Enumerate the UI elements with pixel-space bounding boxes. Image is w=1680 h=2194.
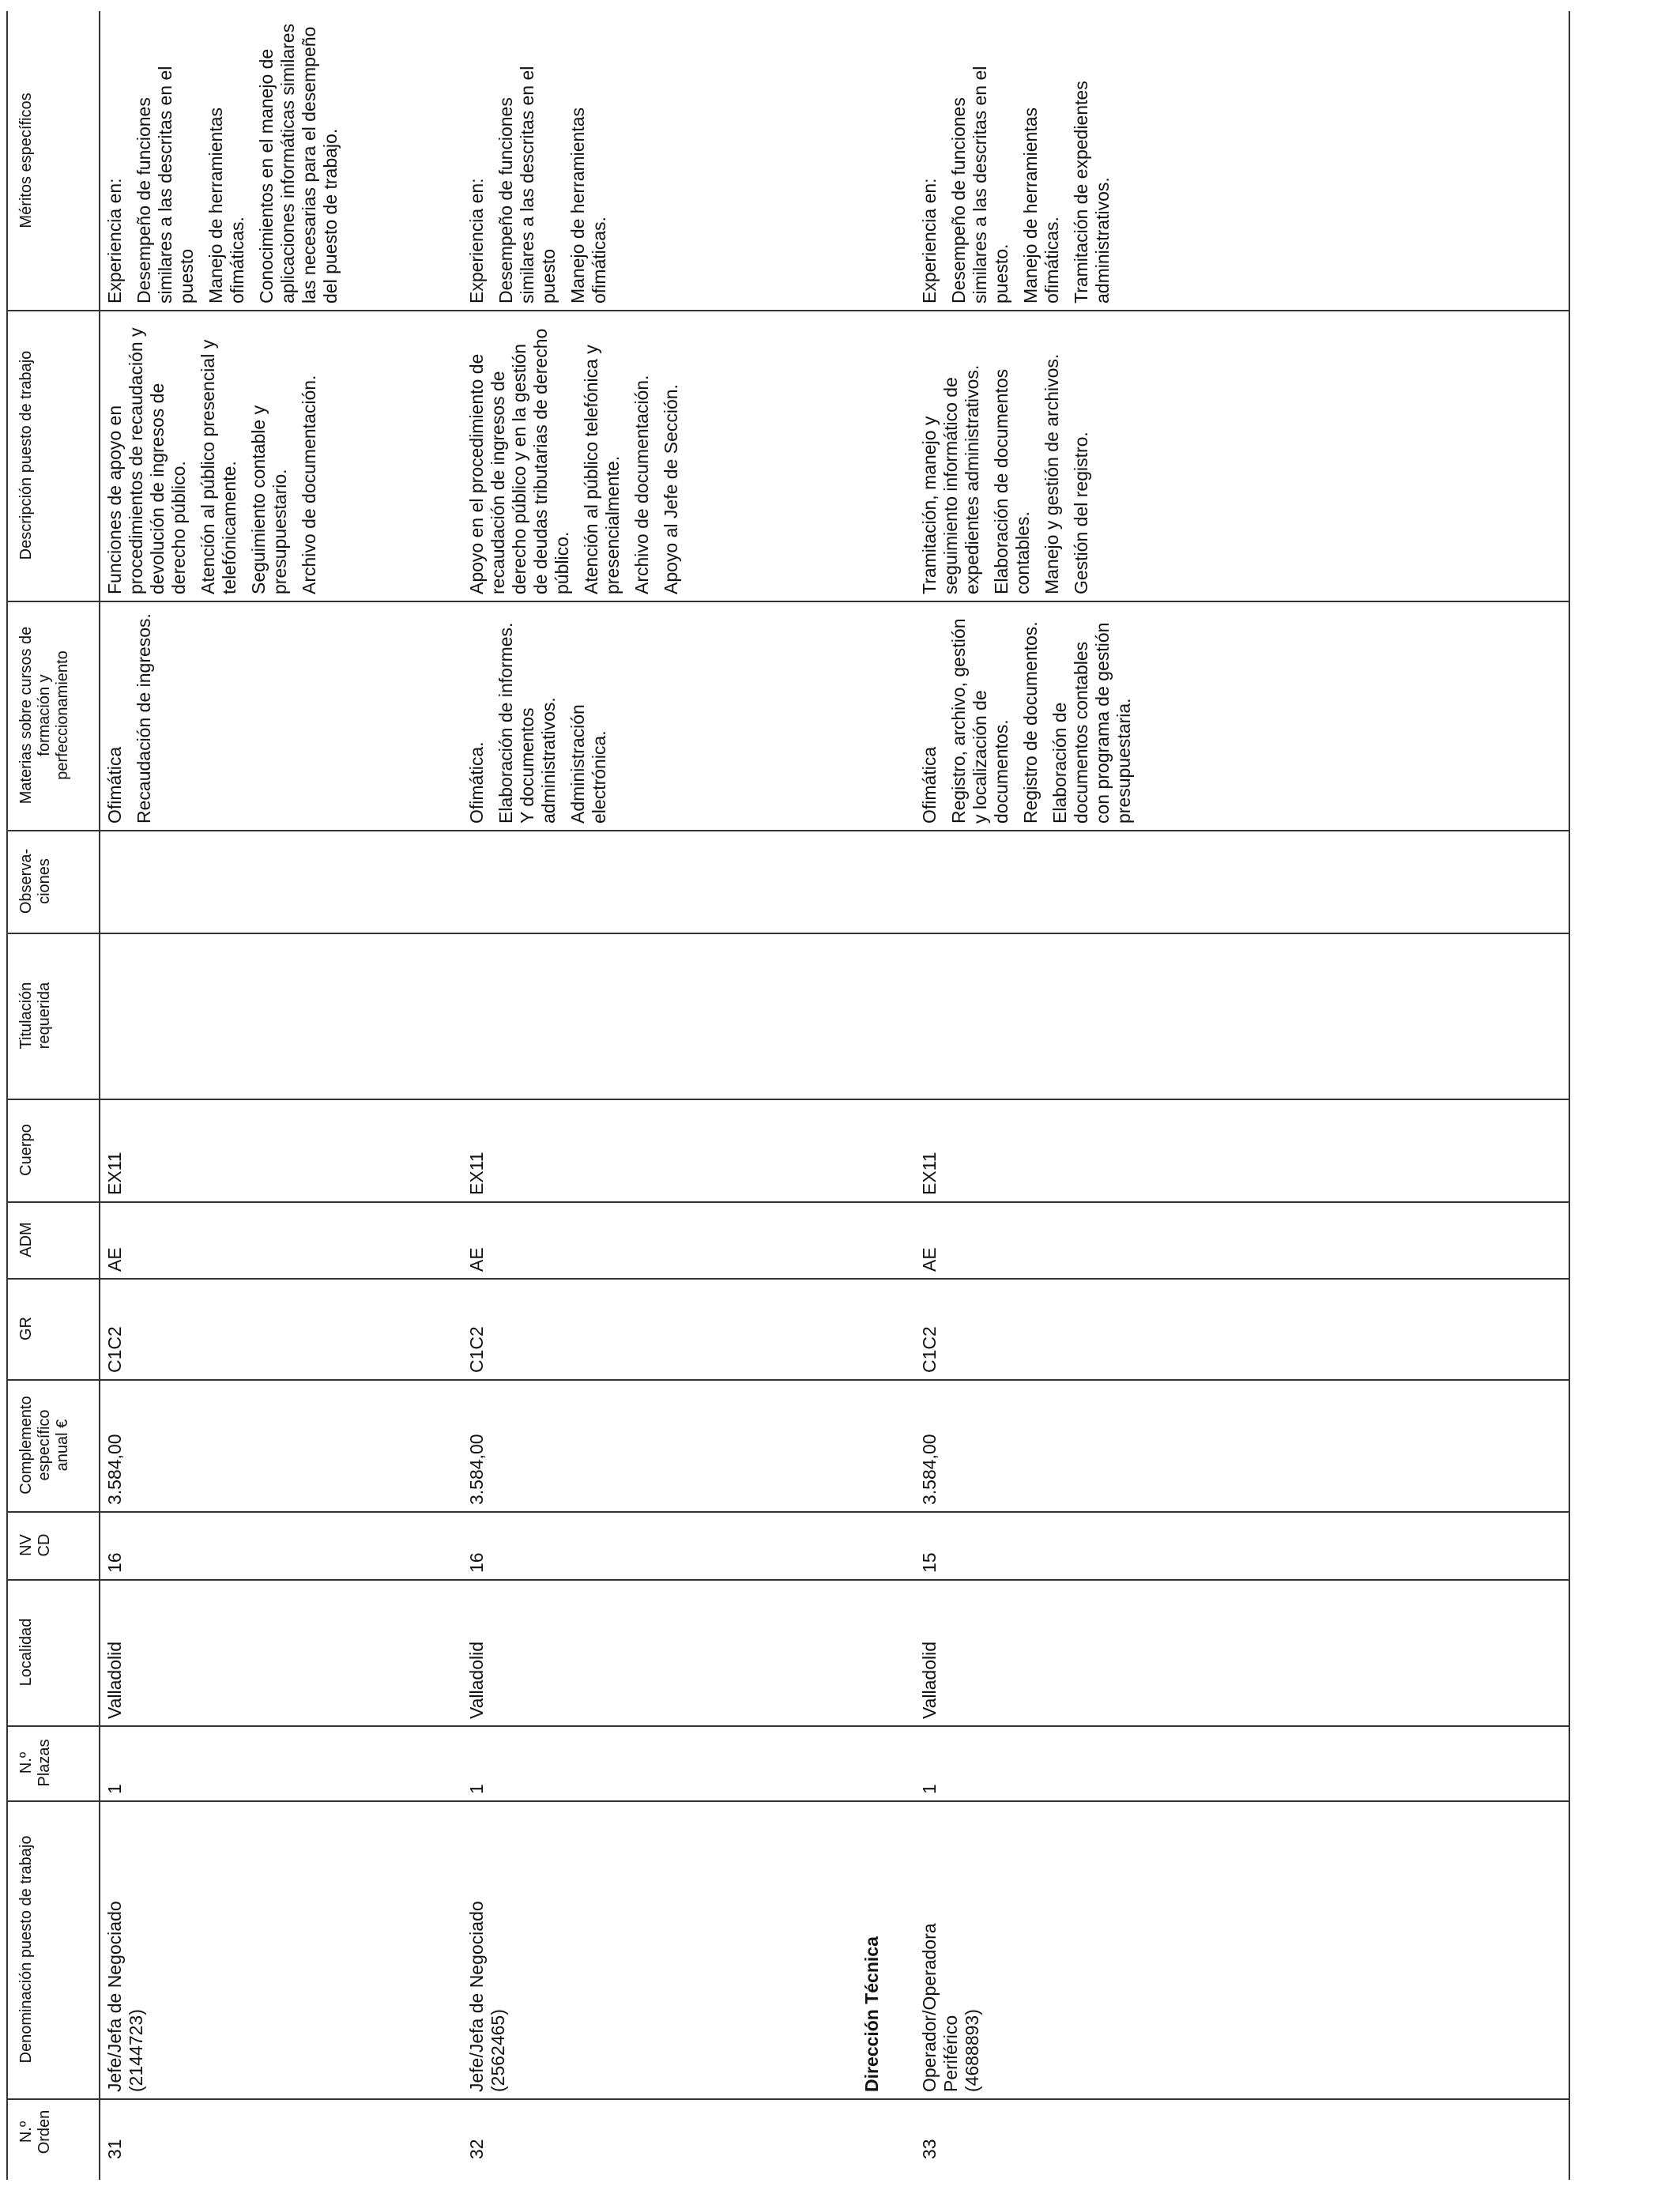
cell-plazas-row-33: 1 [919, 1784, 940, 1794]
cell-materias-item: Ofimática [919, 746, 940, 824]
cell-complemento-row-31: 3.584,00 [104, 1434, 125, 1505]
column-header-descripcion [17, 314, 36, 597]
cell-orden-row-33: 33 [919, 2139, 940, 2159]
column-separator-descripcion [6, 601, 1569, 602]
cell-materias-item: Ofimática. [466, 741, 487, 824]
cell-meritos-item: Experiencia en: [104, 178, 125, 303]
column-header-orden-line: Orden [36, 2109, 53, 2154]
cell-denominacion-item: (4688893) [962, 2009, 982, 2092]
column-header-gr [17, 1282, 36, 1375]
cell-meritos-row-31 [104, 22, 349, 303]
column-header-nvcd-line: NV [17, 1534, 35, 1556]
cell-materias-item: Ofimática [104, 746, 125, 824]
cell-plazas-row-32: 1 [466, 1784, 487, 1794]
cell-localidad-row-33: Valladolid [919, 1641, 940, 1719]
column-separator-localidad [6, 1725, 1569, 1727]
cell-descripcion-item: Apoyo al Jefe de Sección. [661, 384, 681, 594]
column-header-nvcd-line: CD [36, 1533, 53, 1557]
cell-meritos-item: Manejo de herramientas ofimáticas. [205, 107, 247, 303]
column-header-materias-line: formación y [36, 674, 53, 756]
column-separator-adm [6, 1278, 1569, 1280]
cell-meritos-row-33 [919, 22, 1121, 303]
column-separator-gr [6, 1379, 1569, 1381]
column-header-gr-line: GR [17, 1317, 35, 1340]
column-separator-observaciones [6, 933, 1569, 934]
column-header-adm-line: ADM [17, 1222, 35, 1257]
column-header-materias-line: perfeccionamiento [54, 650, 71, 780]
column-header-cuerpo-line: Cuerpo [17, 1124, 35, 1176]
column-header-observaciones-line: Observa- [17, 848, 35, 914]
table-right-border [1569, 11, 1570, 2180]
column-header-complemento-line: anual € [54, 1419, 71, 1472]
cell-localidad-row-32: Valladolid [466, 1641, 487, 1719]
cell-meritos-item: Experiencia en: [466, 178, 487, 303]
cell-cuerpo-row-31: EX11 [104, 1152, 125, 1195]
cell-meritos-item: Manejo de herramientas ofimáticas. [1020, 107, 1062, 303]
column-header-localidad [17, 1583, 36, 1721]
column-header-observaciones [17, 834, 54, 929]
column-header-localidad-line: Localidad [17, 1618, 35, 1687]
cell-nvcd-row-33: 15 [919, 1552, 940, 1573]
section-label: Dirección Técnica [861, 1936, 882, 2092]
cell-denominacion-item: (2562465) [488, 2009, 508, 2092]
cell-materias-item: Elaboración de informes. Y documentos administrativos. [495, 622, 559, 824]
cell-meritos-item: Desempeño de funciones similares a las descritas en el puesto. [948, 66, 1011, 303]
cell-descripcion-row-31 [104, 321, 328, 594]
cell-nvcd-row-32: 16 [466, 1552, 487, 1573]
header-divider-line [99, 11, 100, 2180]
cell-materias-item: Elaboración de documentos contables con programa de gestión presupuestaria. [1049, 622, 1134, 824]
column-header-materias [17, 605, 72, 826]
cell-descripcion-item: Seguimiento contable y presupuestario. [248, 405, 290, 594]
column-separator-plazas [6, 1800, 1569, 1802]
cell-descripcion-row-33 [919, 321, 1100, 594]
cell-denominacion-item: Operador/Operadora [919, 1923, 940, 2092]
cell-complemento-row-33: 3.584,00 [919, 1434, 940, 1505]
cell-adm-row-32: AE [466, 1247, 487, 1272]
column-separator-complemento [6, 1511, 1569, 1513]
cell-descripcion-item: Tramitación, manejo y seguimiento informático de expedientes administrativos. [919, 364, 982, 594]
cell-denominacion-item: Jefe/Jefa de Negociado [104, 1901, 125, 2092]
column-header-nvcd [17, 1515, 54, 1575]
column-header-materias-line: Materias sobre cursos de [17, 626, 35, 805]
column-separator-denominacion [6, 2098, 1569, 2100]
cell-descripcion-row-32 [466, 321, 690, 594]
cell-denominacion-row-31 [104, 1811, 147, 2092]
cell-meritos-item: Conocimientos en el manejo de aplicaciones informáticas similares las necesarias para el desempeño del puesto de trabajo. [256, 23, 341, 303]
cell-gr-row-32: C1C2 [466, 1326, 487, 1373]
column-header-observaciones-line: ciones [36, 858, 53, 904]
cell-materias-item: Administración electrónica. [567, 704, 609, 824]
cell-cuerpo-row-32: EX11 [466, 1152, 487, 1195]
cell-materias-item: Recaudación de ingresos. [134, 613, 154, 824]
cell-gr-row-33: C1C2 [919, 1326, 940, 1373]
cell-materias-item: Registro, archivo, gestión y localización de documentos. [948, 618, 1011, 824]
cell-orden-row-31: 31 [104, 2139, 125, 2159]
cell-denominacion-row-33 [919, 1811, 983, 2092]
cell-localidad-row-31: Valladolid [104, 1641, 125, 1719]
cell-meritos-item: Experiencia en: [919, 178, 940, 303]
column-header-complemento-line: específico [36, 1409, 53, 1481]
column-header-orden-line: N.º [17, 2120, 35, 2143]
column-header-complemento [17, 1383, 72, 1507]
cell-descripcion-item: Archivo de documentación. [299, 375, 319, 594]
column-header-denominacion-line: Denominación puesto de trabajo [17, 1835, 35, 2064]
column-header-plazas [17, 1729, 54, 1796]
cell-materias-row-33 [919, 612, 1143, 824]
cell-denominacion-row-32 [466, 1811, 509, 2092]
cell-adm-row-31: AE [104, 1247, 125, 1272]
column-separator-titulacion [6, 1099, 1569, 1100]
column-header-meritos [17, 15, 36, 306]
column-header-plazas-line: N.º [17, 1751, 35, 1774]
cell-plazas-row-31: 1 [104, 1784, 125, 1794]
cell-adm-row-33: AE [919, 1247, 940, 1272]
column-header-adm [17, 1205, 36, 1274]
cell-descripcion-item: Apoyo en el procedimiento de recaudación de ingresos de derecho público y en la gestión de deudas tributarias de derecho público. [466, 328, 572, 594]
column-separator-meritos [6, 310, 1569, 311]
cell-cuerpo-row-33: EX11 [919, 1152, 940, 1195]
column-header-titulacion-line: Titulación [17, 982, 35, 1050]
column-header-complemento-line: Complemento [17, 1396, 35, 1495]
cell-complemento-row-32: 3.584,00 [466, 1434, 487, 1505]
column-header-titulacion [17, 937, 54, 1095]
cell-descripcion-item: Funciones de apoyo en procedimientos de recaudación y devolución de ingresos de derecho público. [104, 327, 189, 594]
cell-descripcion-item: Gestión del registro. [1071, 432, 1091, 594]
cell-meritos-item: Manejo de herramientas ofimáticas. [567, 107, 609, 303]
cell-orden-row-32: 32 [466, 2139, 487, 2159]
cell-denominacion-item: Jefe/Jefa de Negociado [466, 1901, 487, 2092]
cell-meritos-item: Desempeño de funciones similares a las descritas en el puesto [134, 66, 197, 303]
cell-gr-row-31: C1C2 [104, 1326, 125, 1373]
table-left-border [6, 11, 8, 2180]
column-header-plazas-line: Plazas [36, 1739, 53, 1787]
column-header-cuerpo [17, 1103, 36, 1197]
cell-descripcion-item: Archivo de documentación. [631, 375, 652, 594]
column-header-meritos-line: Méritos específicos [17, 92, 35, 228]
cell-descripcion-item: Elaboración de documentos contables. [991, 368, 1033, 594]
column-header-descripcion-line: Descripción puesto de trabajo [17, 350, 35, 560]
cell-materias-row-32 [466, 612, 618, 824]
column-header-titulacion-line: requerida [36, 982, 53, 1050]
column-separator-cuerpo [6, 1201, 1569, 1203]
cell-denominacion-item: Periférico [940, 2015, 961, 2092]
cell-materias-item: Registro de documentos. [1020, 621, 1041, 824]
cell-nvcd-row-31: 16 [104, 1552, 125, 1573]
cell-denominacion-item: (2144723) [126, 2009, 146, 2092]
cell-meritos-item: Tramitación de expedientes administrativos. [1071, 81, 1113, 303]
cell-descripcion-item: Atención al público telefónica y presencialmente. [581, 345, 623, 594]
cell-materias-row-31 [104, 612, 163, 824]
cell-descripcion-item: Atención al público presencial y telefónicamente. [198, 339, 239, 594]
column-separator-nvcd [6, 1579, 1569, 1581]
column-separator-materias [6, 830, 1569, 831]
cell-descripcion-item: Manejo y gestión de archivos. [1042, 353, 1062, 594]
cell-meritos-item: Desempeño de funciones similares a las descritas en el puesto [495, 66, 559, 303]
column-header-orden [17, 2102, 54, 2162]
cell-meritos-row-32 [466, 22, 618, 303]
column-header-denominacion [17, 1804, 36, 2094]
